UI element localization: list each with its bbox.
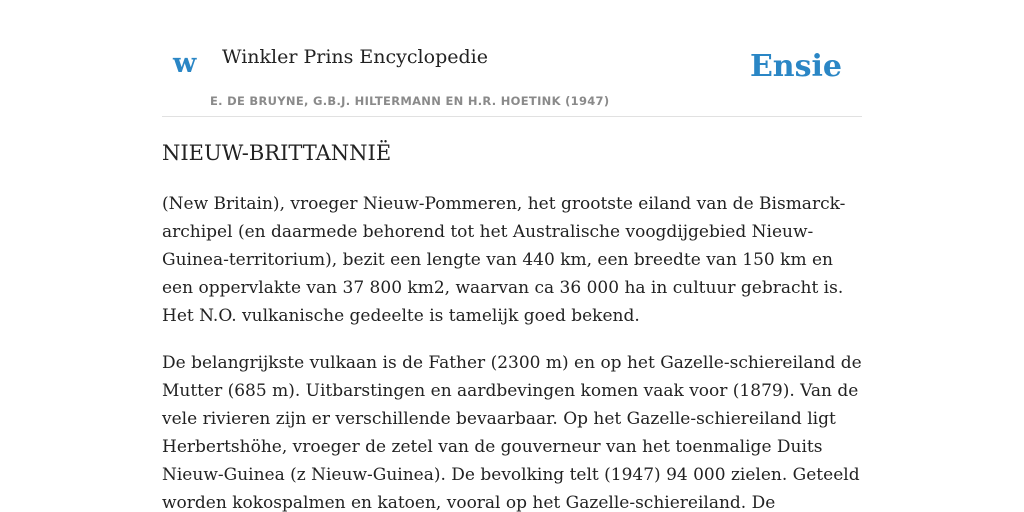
article-title: NIEUW-BRITTANNIË — [162, 141, 392, 165]
source-authors: E. DE BRUYNE, G.B.J. HILTERMANN EN H.R. HOETINK (1947) — [210, 94, 610, 108]
source-logo[interactable]: w — [173, 48, 197, 79]
source-header — [162, 0, 862, 117]
brand-logo[interactable]: Ensie — [749, 49, 842, 84]
article-paragraph: De belangrijkste vulkaan is de Father (2300 m) en op het Gazelle-schiereiland de Mutter (685 m). Uitbarstingen en aardbevingen komen vaak voor (1879). Van de vele rivieren zijn er verschillende bevaarbaar. Op het Gazelle-schiereiland ligt Herbertshöhe, vroeger de zetel van de gouverneur van het toenmalige Duits Nieuw-Guinea (z Nieuw-Guinea). De bevolking telt (1947) 94 000 zielen. Geteeld worden kokospalmen en katoen, vooral op het Gazelle-schiereiland. De — [162, 353, 862, 512]
article — [162, 140, 862, 512]
article-paragraph: (New Britain), vroeger Nieuw-Pommeren, het grootste eiland van de Bismarck-archipel (en daarmede behorend tot het Australische voogdijgebied Nieuw-Guinea-territorium), bezit een lengte van 440 km, een breedte van 150 km en een oppervlakte van 37 800 km2, waarvan ca 36 000 ha in cultuur gebracht is. Het N.O. vulkanische gedeelte is tamelijk goed bekend. — [162, 194, 846, 327]
source-title[interactable]: Winkler Prins Encyclopedie — [222, 46, 488, 68]
